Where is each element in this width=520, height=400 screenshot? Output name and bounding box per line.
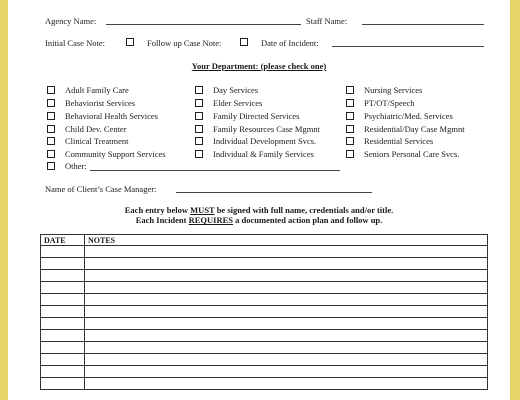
department-title: Your Department: (please check one) bbox=[191, 61, 327, 71]
dept-checkbox[interactable] bbox=[346, 86, 354, 94]
case-manager-label: Name of Client’s Case Manager: bbox=[45, 184, 157, 194]
date-cell[interactable] bbox=[41, 378, 85, 390]
date-cell[interactable] bbox=[41, 330, 85, 342]
dept-option: Behaviorist Services bbox=[65, 98, 136, 108]
dept-checkbox[interactable] bbox=[47, 137, 55, 145]
dept-option: Behavioral Health Services bbox=[65, 111, 158, 121]
dept-option: Elder Services bbox=[213, 98, 263, 108]
dept-option: Clinical Treatment bbox=[65, 136, 129, 146]
dept-option: Family Resources Case Mgmnt bbox=[213, 124, 320, 134]
date-cell[interactable] bbox=[41, 270, 85, 282]
table-row bbox=[41, 294, 488, 306]
notes-cell[interactable] bbox=[85, 330, 488, 342]
dept-checkbox[interactable] bbox=[346, 112, 354, 120]
agency-name-field[interactable] bbox=[106, 24, 301, 25]
dept-option: Seniors Personal Care Svcs. bbox=[364, 149, 460, 159]
dept-checkbox[interactable] bbox=[346, 99, 354, 107]
initial-case-note-label: Initial Case Note: bbox=[45, 38, 105, 48]
dept-checkbox[interactable] bbox=[346, 125, 354, 133]
action-plan-notice: Each Incident REQUIRES a documented action plan and follow up. bbox=[135, 215, 383, 225]
dept-checkbox[interactable] bbox=[47, 125, 55, 133]
date-cell[interactable] bbox=[41, 282, 85, 294]
agency-name-label: Agency Name: bbox=[45, 16, 97, 26]
notes-cell[interactable] bbox=[85, 366, 488, 378]
date-cell[interactable] bbox=[41, 306, 85, 318]
dept-option: Day Services bbox=[213, 85, 259, 95]
notes-cell[interactable] bbox=[85, 354, 488, 366]
table-row bbox=[41, 378, 488, 390]
staff-name-field[interactable] bbox=[362, 24, 484, 25]
table-row bbox=[41, 342, 488, 354]
table-row bbox=[41, 282, 488, 294]
notes-cell[interactable] bbox=[85, 258, 488, 270]
dept-option: Individual & Family Services bbox=[213, 149, 314, 159]
initial-case-note-checkbox[interactable] bbox=[126, 38, 134, 46]
dept-checkbox[interactable] bbox=[195, 112, 203, 120]
date-column-header: DATE bbox=[41, 235, 85, 246]
table-row bbox=[41, 258, 488, 270]
notes-cell[interactable] bbox=[85, 342, 488, 354]
notes-cell[interactable] bbox=[85, 270, 488, 282]
signature-notice: Each entry below MUST be signed with full name, credentials and/or title. bbox=[124, 205, 394, 215]
dept-option: Community Support Services bbox=[65, 149, 166, 159]
case-manager-field[interactable] bbox=[176, 192, 372, 193]
staff-name-label: Staff Name: bbox=[306, 16, 348, 26]
table-row bbox=[41, 354, 488, 366]
table-row bbox=[41, 306, 488, 318]
table-row bbox=[41, 318, 488, 330]
dept-checkbox[interactable] bbox=[47, 99, 55, 107]
table-row bbox=[41, 330, 488, 342]
dept-checkbox[interactable] bbox=[195, 125, 203, 133]
date-cell[interactable] bbox=[41, 366, 85, 378]
notes-table bbox=[40, 234, 488, 390]
table-header-row bbox=[41, 235, 488, 246]
date-cell[interactable] bbox=[41, 318, 85, 330]
follow-up-case-note-checkbox[interactable] bbox=[240, 38, 248, 46]
table-row bbox=[41, 366, 488, 378]
notes-cell[interactable] bbox=[85, 294, 488, 306]
dept-option: Individual Development Svcs. bbox=[213, 136, 317, 146]
dept-checkbox[interactable] bbox=[195, 137, 203, 145]
table-row bbox=[41, 270, 488, 282]
notes-column-header: NOTES bbox=[85, 235, 488, 246]
dept-checkbox[interactable] bbox=[346, 150, 354, 158]
dept-option: Adult Family Care bbox=[65, 85, 129, 95]
table-row bbox=[41, 246, 488, 258]
other-field[interactable] bbox=[90, 170, 340, 171]
date-of-incident-label: Date of Incident: bbox=[261, 38, 319, 48]
date-cell[interactable] bbox=[41, 354, 85, 366]
dept-checkbox[interactable] bbox=[195, 99, 203, 107]
notes-cell[interactable] bbox=[85, 306, 488, 318]
case-note-form bbox=[8, 0, 510, 400]
dept-option: Child Dev. Center bbox=[65, 124, 127, 134]
dept-option: Psychiatric/Med. Services bbox=[364, 111, 453, 121]
dept-checkbox[interactable] bbox=[195, 86, 203, 94]
dept-checkbox-other[interactable] bbox=[47, 162, 55, 170]
dept-option: Residential/Day Case Mgmnt bbox=[364, 124, 465, 134]
dept-checkbox[interactable] bbox=[195, 150, 203, 158]
notes-cell[interactable] bbox=[85, 378, 488, 390]
follow-up-case-note-label: Follow up Case Note: bbox=[147, 38, 222, 48]
dept-option-other: Other: bbox=[65, 161, 87, 171]
notes-cell[interactable] bbox=[85, 318, 488, 330]
notes-cell[interactable] bbox=[85, 246, 488, 258]
dept-checkbox[interactable] bbox=[346, 137, 354, 145]
dept-checkbox[interactable] bbox=[47, 86, 55, 94]
dept-option: PT/OT/Speech bbox=[364, 98, 415, 108]
dept-checkbox[interactable] bbox=[47, 150, 55, 158]
dept-option: Family Directed Services bbox=[213, 111, 300, 121]
dept-option: Nursing Services bbox=[364, 85, 423, 95]
date-cell[interactable] bbox=[41, 342, 85, 354]
dept-checkbox[interactable] bbox=[47, 112, 55, 120]
date-cell[interactable] bbox=[41, 246, 85, 258]
date-cell[interactable] bbox=[41, 258, 85, 270]
date-cell[interactable] bbox=[41, 294, 85, 306]
notes-cell[interactable] bbox=[85, 282, 488, 294]
dept-option: Residential Services bbox=[364, 136, 434, 146]
date-of-incident-field[interactable] bbox=[332, 46, 484, 47]
